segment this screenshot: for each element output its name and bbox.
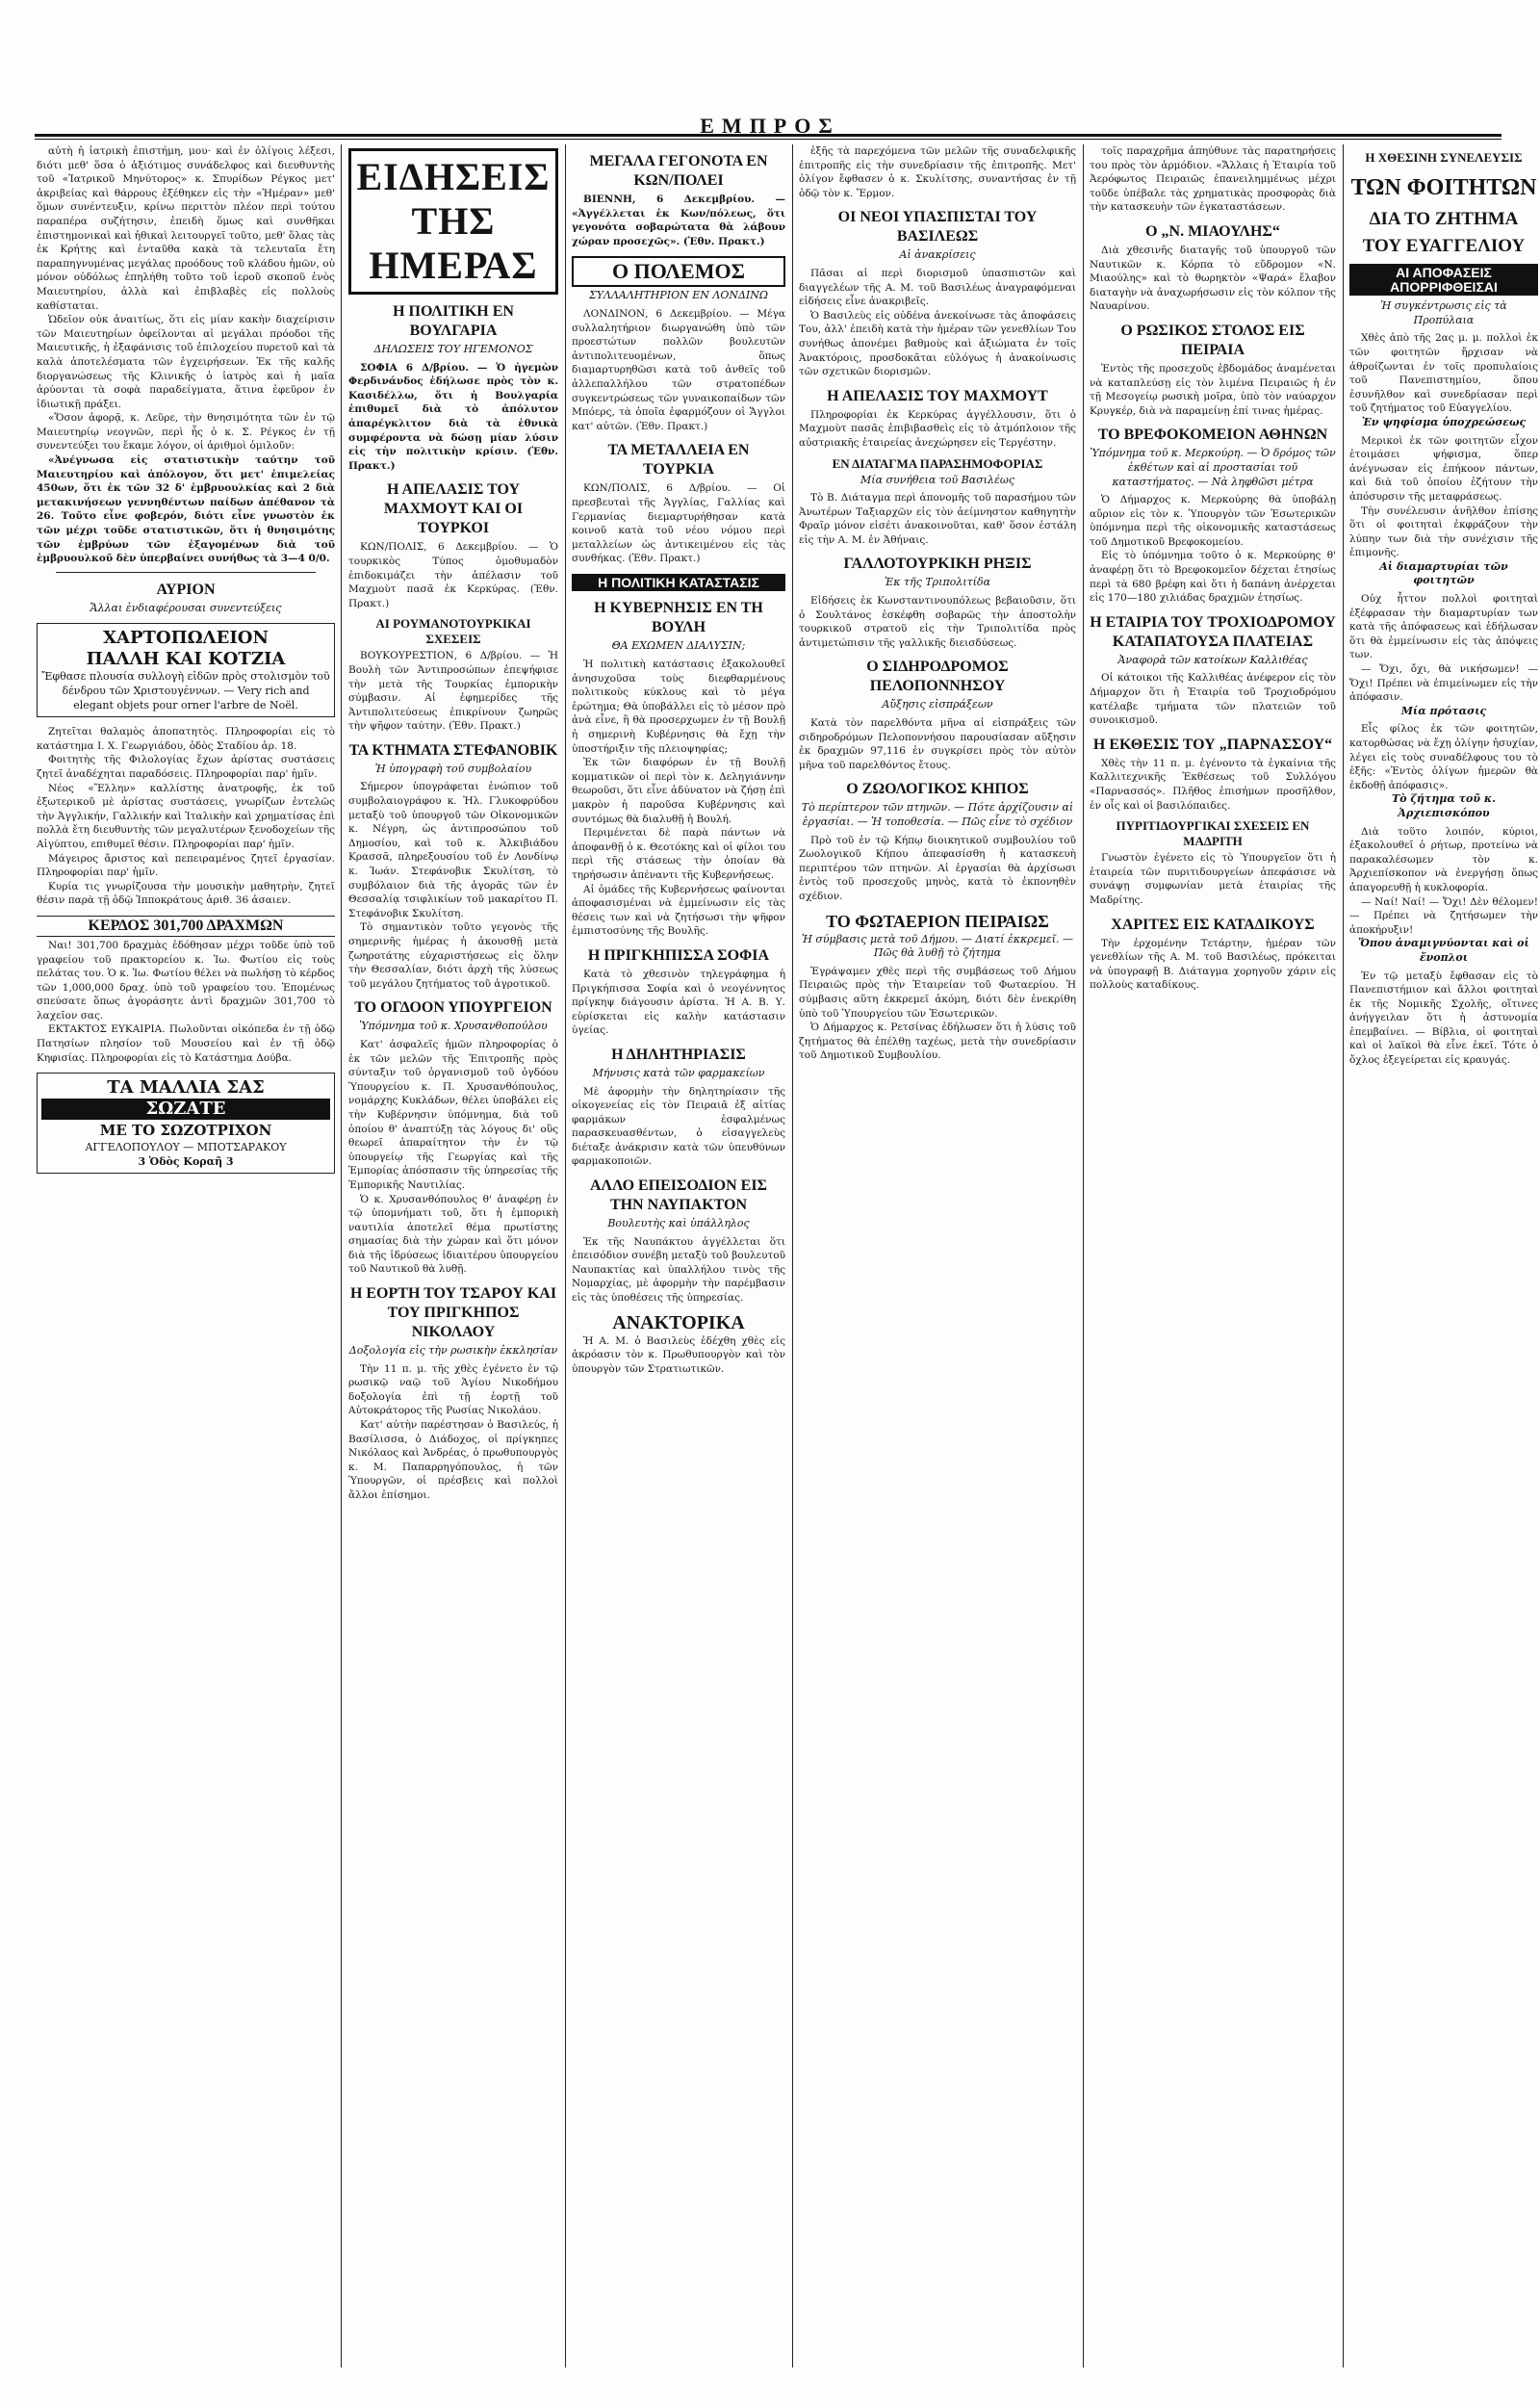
headline: ΤΑ ΜΕΤΑΛΛΕΙΑ ΕΝ ΤΟΥΡΚΙΑ <box>607 442 750 479</box>
article-text: Οἱ κάτοικοι τῆς Καλλιθέας ἀνέφερον εἰς τὸν Δήμαρχον ὅτι ἡ Ἑταιρία τοῦ Τροχιοδρόμου κατέλαβε τμήματα τῶν πλατειῶν τοῦ συνοικισμοῦ. <box>1090 672 1336 727</box>
article-text: Πληροφορίαι ἐκ Κερκύρας ἀγγέλλουσιν, ὅτι ὁ Μαχμοὺτ πασᾶς ἐπιβιβασθεὶς εἰς τὸ ἀτμόπλοιον τῆς αὐστριακῆς ἑταιρείας ἀνεχώρησεν εἰς Τεργέστην. <box>799 408 1076 449</box>
column-1 <box>37 144 335 2367</box>
masthead-title: ΕΜΠΡΟΣ <box>700 114 840 138</box>
subhead: Βουλευτὴς καὶ ὑπάλληλος <box>607 1217 750 1230</box>
article-text: Τὴν συνέλευσιν ἀνῆλθον ἐπίσης ὅτι οἱ φοιτηταὶ ἐκφράζουν τὴν λύπην των διὰ τὴν συνέχισιν τῆς ἐπιμονῆς. <box>1349 504 1538 559</box>
article-text: Πρὸ τοῦ ἐν τῷ Κήπῳ διοικητικοῦ συμβουλίου τοῦ Ζωολογικοῦ Κήπου ἀπεφασίσθη ἡ κατασκευὴ περιπτέρου τῶν πτηνῶν. Αἱ ἐργασίαι θὰ ἀρχίσωσι ἐντὸς τοῦ προσεχοῦς μηνὸς, κατὰ τὸ ἐκπονηθὲν σχέδιον. <box>799 834 1076 902</box>
advert-title: ΠΑΛΛΗ ΚΑΙ ΚΟΤΖΙΑ <box>86 649 286 670</box>
article-text: Κατ' αὐτὴν παρέστησαν ὁ Βασιλεύς, ἡ Βασίλισσα, ὁ Διάδοχος, οἱ πρίγκηπες Νικόλαος καὶ Ἀνδρέας, ὁ πρωθυπουργὸς κ. Μ. Παπαρρηγόπουλος, ἡ τῶν Ὑπουργῶν, οἱ πρέσβεις καὶ πολλοὶ ἄλλοι ἐπίσημοι. <box>348 1419 558 1501</box>
advert-title: ΣΩΖΑΤΕ <box>41 1099 330 1120</box>
subhead: ΘΑ ΕΧΩΜΕΝ ΔΙΑΛΥΣΙΝ; <box>611 639 746 653</box>
headline: ΜΕΓΑΛΑ ΓΕΓΟΝΟΤΑ ΕΝ ΚΩΝ/ΠΟΛΕΙ <box>589 153 768 189</box>
subhead: Τὸ περίπτερον τῶν πτηνῶν. — Πότε ἀρχίζουσιν αἱ ἐργασίαι. — Ἡ τοποθεσία. — Πῶς εἶνε τὸ σχέδιον <box>801 801 1074 828</box>
headline: Ο „Ν. ΜΙΑΟΥΛΗΣ“ <box>1145 222 1280 240</box>
classified: Ζητεῖται θαλαμὸς ἀποπατητὸς. Πληροφορίαι εἰς τὸ κατάστημα Ι. Χ. Γεωργιάδου, ὁδὸς Σταδίου ἀρ. 18. <box>37 726 335 752</box>
headline: Η ΧΘΕΣΙΝΗ ΣΥΝΕΛΕΥΣΙΣ <box>1365 150 1523 165</box>
article-text: Τὸ σημαντικὸν τοῦτο γεγονὸς τῆς σημερινῆς ἡμέρας ἡ ἀκουσθῇ μετὰ ζωηροτάτης εὐχαριστήσεως εἰς ὅλην τὴν Θεσσαλίαν, διότι ἀρχὴ τῆς λύσεως τοῦ μεγάλου ζητήματος τοῦ ἀγροτικοῦ. <box>348 921 558 990</box>
headline-polemos: Ο ΠΟΛΕΜΟΣ <box>572 256 785 287</box>
advert-title: ΤΑ ΜΑΛΛΙΑ ΣΑΣ <box>107 1077 265 1099</box>
article-text: Μερικοὶ ἐκ τῶν φοιτητῶν εἶχον ἐτοιμάσει ψήφισμα, ὅπερ ἀνέγνωσαν εἰς ἐπήκοον πάντων, καὶ διὰ τοῦ ὁποίου ἐζήτουν τὴν ἀπόσυρσιν τῆς μεταφράσεως. <box>1349 434 1538 503</box>
article-text: Κατὰ τὸ χθεσινὸν τηλεγράφημα ἡ Πριγκήπισσα Σοφία καὶ ὁ νεογέννητος πρίγκηψ διάγουσιν ἀρίστα. Ἡ Α. Β. Υ. εὑρίσκεται εἰς καλὴν κατάστασιν ὑγείας. <box>572 968 785 1037</box>
subhead: Μήνυσις κατὰ τῶν φαρμακείων <box>592 1066 765 1079</box>
subhead: Δοξολογία εἰς τὴν ρωσικὴν ἐκκλησίαν <box>348 1344 558 1358</box>
article-text: Σήμερον ὑπογράφεται ἐνώπιον τοῦ συμβολαιογράφου κ. Ἠλ. Γλυκοφρύδου μεταξὺ τοῦ ὑπουργοῦ τῶν Οἰκονομικῶν κ. Νέγρη, ὡς ἀντιπροσώπου τοῦ Δημοσίου, καὶ τοῦ κ. Ἀλκιβιάδου Κρασσᾶ, πληρεξουσίου τοῦ ἐν Λονδίνῳ κ. Ἰωάν. Στεφάνοβικ Σκυλίτση, τὸ συμβόλαιον διὰ τῆς ἀγορᾶς τῶν ἐν Θεσσαλίᾳ τσιφλικίων τοῦ μακαρίτου Π. Στεφάνοβικ Σκυλίτση. <box>348 781 558 919</box>
column-rule <box>565 144 566 2367</box>
article-text: ΒΟΥΚΟΥΡΕΣΤΙΟΝ, 6 Δ/βρίου. — Ἡ Βουλὴ τῶν Ἀντιπροσώπων ἐπεψήφισε τὴν μετὰ τῆς Τουρκίας ἐμπορικὴν σύμβασιν. Αἱ ἐφημερίδες τῆς Ἀντιπολιτεύσεως ἐπικρίνουν ζωηρῶς τὴν ψῆφον ταύτην. (Ἐθν. Πρακτ.) <box>348 650 558 733</box>
article-text: αὐτὴ ἡ ἰατρικὴ ἐπιστήμη, μου· καὶ ἐν ὀλίγοις λέξεσι, διότι μεθ' ὅσα ὁ ἀξιότιμος συνάδελφος καὶ διευθυντὴς τοῦ «Ἰατρικοῦ Μηνύτορος» κ. Σπυρίδων Ρέγκος μετ' ἀκριβείας καὶ θάρρους ἐξέθηκεν εἰς τὴν «Ἡμέραν» μεθ' ὅμων συνέντευξιν, κρίνω περιττὸν πλέον περὶ τούτου παραπέρα συζήτησιν, ἐπειδὴ ὅμως καὶ συνθῆκαι ἐπιστημονικαὶ καὶ ἠθικαὶ λειτουργεῖ τοῦτο, μεθ' ὅλας τὰς ἐκ Κρήτης καὶ ἐνταῦθα κακὰ τὰ τελευταῖα ἔτη παραπηγνυμένας μεγάλας προόδους τοῦ κλάδου ἡμῶν, οὐ μόνον οὐδόλως ἐπηλήθη τοῦτο τοῦ ἱεροῦ σκοποῦ ἑνὸς Μαιευτηρίου, ἀλλὰ καὶ ἐπιβλαβὲς εἰς πολλοὺς καθίσταται. <box>37 145 335 312</box>
subhead: Ἡ συγκέντρωσις εἰς τὰ Προπύλαια <box>1380 299 1507 326</box>
advert-text: 3 Ὁδὸς Κοραῆ 3 <box>138 1154 234 1168</box>
article-text: Εἰδήσεις ἐκ Κωνσταντινουπόλεως βεβαιοῦσιν, ὅτι ὁ Σουλτάνος ἐσκέφθη σοβαρῶς τὴν ἀποστολὴν τουρκικοῦ στρατοῦ εἰς τὴν Τριπολιτίδα πρὸς ἀντιμετώπισιν τῆς γαλλικῆς διεισδύσεως. <box>799 595 1076 649</box>
subhead: Τὸ ζήτημα τοῦ κ. Ἀρχιεπισκόπου <box>1392 792 1496 819</box>
headline: ΓΑΛΛΟΤΟΥΡΚΙΚΗ ΡΗΞΙΣ <box>843 556 1032 573</box>
article-text: Ἐκ τῶν διαφόρων ἐν τῇ Βουλῇ κομματικῶν οἱ περὶ τὸν κ. Δεληγιάννην θεωροῦσι, ὅτι εἶνε ἀδύνατον νὰ ζήσῃ ἐπὶ μακρὸν ἡ παροῦσα Κυβέρνησις καὶ συντόμως θὰ διαλυθῇ ἡ Βουλή. <box>572 757 785 825</box>
classified: Φοιτητὴς τῆς Φιλολογίας ἔχων ἀρίστας συστάσεις ζητεῖ ἀναδέχηται παραδόσεις. Πληροφορίαι παρ' ἡμῖν. <box>37 754 335 780</box>
headline: Ο ΖΩΟΛΟΓΙΚΟΣ ΚΗΠΟΣ <box>846 781 1029 798</box>
headline: Η ΠΡΙΓΚΗΠΙΣΣΑ ΣΟΦΙΑ <box>587 946 770 964</box>
headline: ΑΛΛΟ ΕΠΕΙΣΟΔΙΟΝ ΕΙΣ ΤΗΝ ΝΑΥΠΑΚΤΟΝ <box>590 1177 767 1214</box>
article-text: — Ναί! Ναί! — Ὄχι! Δὲν θέλομεν! — Πρέπει νὰ ζητήσωμεν τὴν ἀποκήρυξιν! <box>1349 895 1538 936</box>
column-rule <box>341 144 342 2367</box>
subhead: Ἐν ψηφίσμα ὑποχρεώσεως <box>1361 415 1527 428</box>
headline: ΟΙ ΝΕΟΙ ΥΠΑΣΠΙΣΤΑΙ ΤΟΥ ΒΑΣΙΛΕΩΣ <box>837 209 1038 246</box>
article-text: Κατ' ἀσφαλεῖς ἡμῶν πληροφορίας ὁ ἐκ τῶν μελῶν τῆς Ἐπιτροπῆς πρὸς σύνταξιν τοῦ ὀργανισμοῦ τοῦ ὀγδόου Ὑπουργείου κ. Π. Χρυσανθόπουλος, νομάρχης Κυκλάδων, θέλει ὑποβάλει εἰς τὴν Κυβέρνησιν ὑπόμνημα, διὰ τοῦ ὁποίου θ' ἀναπτύξῃ τὰς λόγους δι' οὓς θεωρεῖ ἀπαραίτητον τὴν ἐν τῷ ὑπουργείῳ τῆς Γεωργίας καὶ τῆς Ἐμπορίας ἀπόσπασιν τῆς ὑπηρεσίας τῆς Ἐμπορικῆς Ναυτιλίας. <box>348 1038 558 1191</box>
column-6 <box>1349 144 1538 2367</box>
article-text: ΒΙΕΝΝΗ, 6 Δεκεμβρίου. — «Ἀγγέλλεται ἐκ Κων/πόλεως, ὅτι γεγονότα σοβαρώτατα θὰ λάβουν χώραν προσεχῶς». (Ἐθν. Πρακτ.) <box>572 194 785 247</box>
subhead: Αἱ διαμαρτυρίαι τῶν φοιτητῶν <box>1379 559 1508 587</box>
classified: Κυρία τις γνωρίζουσα τὴν μουσικὴν μαθητρὴν, ζητεῖ θέσιν παρὰ τῇ ὁδῷ Ἱπποκράτους ἀριθ. 36 ἀσαιεν. <box>37 880 335 907</box>
article-text: Αἱ ὁμάδες τῆς Κυβερνήσεως φαίνονται ἀποφασισμέναι νὰ ἐμμείνωσιν εἰς τὰς θέσεις των καὶ νὰ ζητήσωσι τὴν ψῆφον ἐμπιστοσύνης τῆς Βουλῆς. <box>572 883 785 938</box>
masthead-rule-thin <box>35 139 1502 140</box>
column-5 <box>1090 144 1336 2367</box>
headline: ΤΑ ΚΤΗΜΑΤΑ ΣΤΕΦΑΝΟΒΙΚ <box>348 741 558 759</box>
article-text-bold: «Ἀνέγνωσα εἰς στατιστικὴν ταύτην τοῦ Μαιευτηρίου καὶ ἀπόλογον, ὅτι μετ' ἐπιμελείας 450ων, ὅτι ἐκ τῶν 32 δ' ἐμβρυουλκίας καὶ 2 διὰ μετακινήσεων γεννηθέντων παίδων ἀπέθανον τὰ 26. Τοῦτο εἶνε φοβερόν, διότι εἶνε γνωστὸν ἐκ τῶν μέχρι τοῦδε στατιστικῶν, ὅτι ἡ θνησιμότης τῶν ἐμβρύων τῶν ἐξαγομένων διὰ τοῦ ἐμβρυουλκοῦ δὲν ὑπερβαίνει συνήθως τὰ 3—4 0/0. <box>37 454 335 565</box>
column-2 <box>348 144 558 2367</box>
column-rule <box>1083 144 1084 2367</box>
classified: Νέος «Ἕλλην» καλλίστης ἀνατροφῆς, ἐκ τοῦ ἐξωτερικοῦ μὲ ἀρίστας συστάσεις, γνωρίζων ἐντελῶς τὴν Ἀγγλικήν, Γαλλικήν καὶ Ἰταλικὴν καὶ χρηματίσας ἐπὶ πολλὰ ἔτη διευθυντὴς τῶν μεγαλυτέρων ξενοδοχείων τῆς Αἰγύπτου, επιθυμεῖ θέσιν. Πληροφορίαι παρ' ἡμῖν. <box>37 782 335 850</box>
advert-title: ΜΕ ΤΟ ΣΩΖΟΤΡΙΧΟΝ <box>99 1122 272 1140</box>
article-text: Πᾶσαι αἱ περὶ διορισμοῦ ὑπασπιστῶν καὶ διαγγελέων τῆς Α. Μ. τοῦ Βασιλέως ἀναγραφόμεναι εἰδήσεις εἶνε ἀνακριβεῖς. <box>799 267 1076 308</box>
headline: Η ΕΟΡΤΗ ΤΟΥ ΤΣΑΡΟΥ ΚΑΙ ΤΟΥ ΠΡΙΓΚΗΠΟΣ ΝΙΚΟΛΑΟΥ <box>349 1285 557 1341</box>
subhead: Μία συνήθεια τοῦ Βασιλέως <box>860 473 1014 486</box>
article-text: Χθὲς ἀπὸ τῆς 2ας μ. μ. πολλοὶ ἐκ τῶν φοιτητῶν ἤρχισαν νὰ ἀθροίζωνται ἐν τοῖς προπυλαίοις τοῦ Πανεπιστημίου, ὅπου ἐσυνῆλθον καὶ συνεδρίασαν περὶ τοῦ ζητήματος τοῦ Εὐαγγελίου. <box>1349 332 1538 415</box>
article-text: Ὡδεῖον οὐκ ἀναιτίως, ὅτι εἰς μίαν κακὴν διαχείρισιν τῶν Μαιευτηρίων ὀφείλονται αἱ μεγάλαι πρόοδοι τῆς Μαιευτικῆς, ἡ ἐξαφάνισις τοῦ ἐπιλοχείου πυρετοῦ καὶ τὰ καλὰ ἀποτελέσματα τῶν ἐγχειρήσεων. Ἐκ τῆς καλῆς διοργανώσεως τῆς Κλινικῆς ὁ ἰατρὸς καὶ ἡ μαῖα ἀρύονται τὰ σοφὰ παραδείγματα, ἅτινα ἐφεῦρον ἐν ἰδιωτικῇ πράξει. <box>37 314 335 410</box>
section-bar: ΑΙ ΑΠΟΦΑΣΕΙΣ ΑΠΟΡΡΙΦΘΕΙΣΑΙ <box>1349 264 1538 296</box>
headline-large: ΤΩΝ ΦΟΙΤΗΤΩΝ <box>1350 175 1537 200</box>
advert-text: ΑΓΓΕΛΟΠΟΥΛΟΥ — ΜΠΟΤΣΑΡΑΚΟΥ <box>85 1141 287 1154</box>
headline: ΑΙ ΡΟΥΜΑΝΟΤΟΥΡΚΙΚΑΙ ΣΧΕΣΕΙΣ <box>375 616 531 647</box>
subhead: Ἡ σύμβασις μετὰ τοῦ Δήμου. — Διατί ἐκκρεμεῖ. — Πῶς θὰ λυθῇ τὸ ζήτημα <box>801 932 1074 960</box>
article-text: τοῖς παραχρῆμα ἀπηύθυνε τὰς παρατηρήσεις του πρὸς τὸν ἁρμόδιον. «Ἄλλαις ἡ Ἑταιρία τοῦ Ἀερόφωτος Πειραιῶς ἐπανειλημμένως μέχρι τοῦδε ὑπέβαλε τὰς χρηματικὰς προσφορὰς διὰ τὴν κατασκευὴν τῶν ἐγκαταστάσεων. <box>1090 145 1336 214</box>
classified: Ναι! 301,700 δραχμὰς ἐδόθησαν μέχρι τοῦδε ὑπὸ τοῦ γραφείου τοῦ πρακτορείου κ. Ἰω. Φωτίου εἰς τοὺς πελάτας του. Ὁ κ. Ἰω. Φωτίου θέλει νὰ πωλήσῃ τὸ κέρδος τῶν 1,000,000 δραχ. ὑπὸ τοῦ γραφείου του. Ἑπομένως σπεύσατε ὅπως ἀγοράσητε ἀντὶ δραχμῶν 301,700 τὸ λαχεῖον σας. <box>37 939 335 1022</box>
article-text: ΛΟΝΔΙΝΟΝ, 6 Δεκεμβρίου. — Μέγα συλλαλητήριον διωργανώθη ὑπὸ τῶν προεστώτων πολλῶν βουλευτῶν ἀντιπολιτευομένων, ὅπως διαμαρτυρηθῶσι κατὰ τοῦ ἀνθεῖς τοῦ ἀλλεπαλλήλου τῶν στρατοπέδων συγκεντρώσεως τῶν γυναικοπαίδων τῶν Μπόερς, τὰ ὁποῖα ἐφαρμόζουν οἱ Ἄγγλοι κατ' αὐτῶν. (Ἐθν. Πρακτ.) <box>572 307 785 432</box>
headline: Η ΕΤΑΙΡΙΑ ΤΟΥ ΤΡΟΧΙΟΔΡΟΜΟΥ ΚΑΤΑΠΑΤΟΥΣΑ ΠΛΑΤΕΙΑΣ <box>1090 613 1336 650</box>
advert-chartopoleion <box>37 623 335 717</box>
article-text: Κατὰ τὸν παρελθόντα μῆνα αἱ εἰσπράξεις τῶν σιδηροδρόμων Πελοποννήσου παρουσίασαν αὔξησιν ἐκ δραχμῶν 97,116 ἐν συγκρίσει πρὸς τὸν αὐτὸν μῆνα τοῦ παρελθόντος ἔτους. <box>799 717 1076 771</box>
headline-large: ΤΟΥ ΕΥΑΓΓΕΛΙΟΥ <box>1362 236 1526 256</box>
headline: Η ΕΚΘΕΣΙΣ ΤΟΥ „ΠΑΡΝΑΣΣΟΥ“ <box>1092 736 1333 753</box>
article-text: Ἐγράψαμεν χθὲς περὶ τῆς συμβάσεως τοῦ Δήμου Πειραιῶς πρὸς τὴν Ἑταιρείαν τοῦ Φωταερίου. Ἡ σύμβασις αὕτη ἐκκρεμεῖ ἀκόμη, διότι δὲν ἐνεκρίθη ὑπὸ τοῦ Ὑπουργείου τῶν Ἐσωτερικῶν. <box>799 965 1076 1020</box>
subhead: Ὅπου ἀναμιγνύονται καὶ οἱ ἔνοπλοι <box>1358 937 1529 964</box>
subhead: Ὑπόμνημα τοῦ κ. Μερκούρη. — Ὁ δρόμος τῶν ἐκθέτων καὶ αἱ προστασίαι τοῦ καταστήματος. — Νὰ ληφθῶσι μέτρα <box>1090 447 1336 488</box>
headline: ΤΟ ΦΩΤΑΕΡΙΟΝ ΠΕΙΡΑΙΩΣ <box>826 911 1049 931</box>
headline: ΧΑΡΙΤΕΣ ΕΙΣ ΚΑΤΑΔΙΚΟΥΣ <box>1111 916 1315 933</box>
article-text: Εἰς τὸ ὑπόμνημα τοῦτο ὁ κ. Μερκούρης θ' ἀναφέρῃ ὅτι τὸ Βρεφοκομεῖον δέχεται ἐτησίως περὶ τὰ 680 βρέφη καὶ ὅτι ἡ δαπάνη ἀνέρχεται εἰς 170—180 χιλιάδας δραχμῶν ἐτησίως. <box>1090 550 1336 605</box>
article-text: ἑξῆς τὰ παρεχόμενα τῶν μελῶν τῆς συναδελφικῆς ἐπιτροπῆς εἰς τὴν συνεδρίασιν τῆς ἐπιτροπῆς. Μετ' ὀλίγον ἔφθασεν ὁ κ. Σκυλίτσης, συναντήσας ἐν τῇ ὁδῷ τὸν κ. Ἔρμον. <box>799 145 1076 199</box>
column-rule <box>792 144 793 2367</box>
article-text: Ὁ Δήμαρχος κ. Ρετσίνας ἐδήλωσεν ὅτι ἡ λύσις τοῦ ζητήματος θὰ ἐπέλθῃ ταχέως, μετὰ τὴν συνεδρίασιν τοῦ Δημοτικοῦ Συμβουλίου. <box>799 1022 1076 1062</box>
subhead: Αἱ ἀνακρίσεις <box>899 248 976 262</box>
article-text: — Ὄχι, ὄχι, θὰ νικήσωμεν! — Ὄχι! Πρέπει νὰ ἐπιμείνωμεν εἰς τὴν ἀπόφασιν. <box>1349 663 1538 704</box>
section-bar: Η ΠΟΛΙΤΙΚΗ ΚΑΤΑΣΤΑΣΙΣ <box>572 574 785 592</box>
subhead: Ὑπόμνημα τοῦ κ. Χρυσανθοπούλου <box>359 1020 548 1033</box>
article-text: Εἷς φίλος ἐκ τῶν φοιτητῶν, κατορθώσας νὰ ἔχῃ ὀλίγην ἡσυχίαν, λέγει εἰς τοὺς συναδέλφους του τὸ ἑξῆς: «Ἐντὸς ὀλίγων ἡμερῶν θὰ ἐκδοθῇ ἀπόφασις». <box>1349 723 1538 791</box>
subhead: Ἄλλαι ἐνδιαφέρουσαι συνεντεύξεις <box>90 601 282 614</box>
separator <box>56 572 316 573</box>
masthead-rule <box>35 134 1502 137</box>
headline: Ο ΣΙΔΗΡΟΔΡΟΜΟΣ ΠΕΛΟΠΟΝΝΗΣΟΥ <box>866 659 1009 695</box>
article-text: Περιμένεται δὲ παρὰ πάντων νὰ ἀποφανθῇ ὁ κ. Θεοτόκης καὶ οἱ φίλοι του περὶ τῆς στάσεως τὴν ὁποίαν θὰ τηρήσωσιν ἀπέναντι τῆς Κυβερνήσεως. <box>572 827 785 881</box>
article-text: Γνωστὸν ἐγένετο εἰς τὸ Ὑπουργεῖον ὅτι ἡ ἑταιρεία τῶν πυριτιδουργείων ἀπεφάσισε νὰ συνάψῃ συμφωνίαν μετὰ ἑταιρίας τῆς Μαδρίτης. <box>1090 852 1336 906</box>
article-text: Ἐν τῷ μεταξὺ ἔφθασαν εἰς τὸ Πανεπιστήμιον καὶ ἄλλοι φοιτηταὶ ἐκ τῆς Νομικῆς Σχολῆς, οἵτινες ἀνήγγειλαν ὅτι ἡ ἀστυνομία ἐπεμβαίνει. — Βίβλια, οἱ φοιτηταὶ καὶ οἱ λαϊκοὶ θὰ εἶνε ἐκεῖ. Τότε ὁ ὄχλος ἐξεγείρεται εἰς κραυγάς. <box>1349 970 1538 1067</box>
column-4 <box>799 144 1076 2367</box>
section-banner: ΕΙΔΗΣΕΙΣ ΤΗΣ ΗΜΕΡΑΣ <box>348 148 558 295</box>
article-text: «Ὅσον ἀφορᾷ, κ. Λεῦρε, τὴν θνησιμότητα τῶν ἐν τῷ Μαιευτηρίῳ νεογνῶν, περὶ ἧς ὁ κ. Σ. Ρέγκος ἐν τῇ συνεντεύξει του ἔκαμε λόγον, οἱ ἀριθμοὶ ὁμιλοῦν: <box>37 412 335 453</box>
headline-large: ΔΙΑ ΤΟ ΖΗΤΗΜΑ <box>1369 209 1519 229</box>
headline: ΤΟ ΒΡΕΦΟΚΟΜΕΙΟΝ ΑΘΗΝΩΝ <box>1097 427 1328 444</box>
headline: ΕΝ ΔΙΑΤΑΓΜΑ ΠΑΡΑΣΗΜΟΦΟΡΙΑΣ <box>832 455 1043 471</box>
subhead: Ἀναφορὰ τῶν κατοίκων Καλλιθέας <box>1117 653 1308 666</box>
subhead: Ἡ ὑπογραφὴ τοῦ συμβολαίου <box>374 762 532 775</box>
headline: ΤΟ ΟΓΔΟΟΝ ΥΠΟΥΡΓΕΙΟΝ <box>354 999 552 1017</box>
headline: ΑΝΑΚΤΟΡΙΚΑ <box>612 1311 745 1333</box>
classified: Μάγειρος ἄριστος καὶ πεπειραμένος ζητεῖ ἐργασίαν. Πληροφορίαι παρ' ἡμῖν. <box>37 852 335 879</box>
advert-text: Ἔφθασε πλουσία συλλογὴ εἰδῶν πρὸς στολισμὸν τοῦ δένδρου τῶν Χριστουγέννων. — Very rich and elegant objets pour orner l'arbre de Noël. <box>41 670 330 711</box>
article-text: Τὴν 11 π. μ. τῆς χθὲς ἐγένετο ἐν τῷ ρωσικῷ ναῷ τοῦ Ἁγίου Νικοδήμου δοξολογία ἐπὶ τῇ ἑορτῇ τοῦ Αὐτοκράτορος τῆς Ρωσίας Νικολάου. <box>348 1362 558 1417</box>
article-text: Τὸ Β. Διάταγμα περὶ ἀπονομῆς τοῦ παρασήμου τῶν Ἀνωτέρων Ταξιαρχῶν εἰς τὸν ἀείμνηστον καθηγητὴν Φραῖρ μόνον εἰσέτι ἀνακοινοῦται, καθ' ὅσον ἐστάλη εἰς τὴν Α. Μ. ἐν Ἀθήναις. <box>799 492 1076 546</box>
headline-aurion: ΑΥΡΙΟΝ <box>156 581 216 598</box>
headline: Η ΑΠΕΛΑΣΙΣ ΤΟΥ ΜΑΧΜΟΥΤ ΚΑΙ ΟΙ ΤΟΥΡΚΟΙ <box>383 481 524 537</box>
advert-title: ΧΑΡΤΟΠΩΛΕΙΟΝ <box>103 628 269 649</box>
subhead: ΔΗΛΩΣΕΙΣ ΤΟΥ ΗΓΕΜΟΝΟΣ <box>373 343 533 355</box>
article-text: ΚΩΝ/ΠΟΛΙΣ, 6 Δ/βρίου. — Οἱ πρεσβευταὶ τῆς Ἀγγλίας, Γαλλίας καὶ Γερμανίας διεμαρτυρήθησαν κατὰ κοινοῦ κατὰ τοῦ νέου νόμου περὶ μεταλλείων ὡς ἀντικειμένου εἰς τὰς συνθήκας. (Ἐθν. Πρακτ.) <box>572 482 785 565</box>
article-text: Ὁ Βασιλεὺς εἰς οὐδένα ἀνεκοίνωσε τὰς ἀποφάσεις Του, ἀλλ' ἐπειδὴ κατὰ τὴν ἡμέραν τῶν γενεθλίων Του συνήθως ἀπονέμει βαθμοὺς καὶ ἀξιώματα ἐν τοῖς Ἀνακτόροις, προσδοκᾶται εὐλόγως ἡ ἀνακοίνωσις τῶν σχετικῶν διορισμῶν. <box>799 309 1076 378</box>
article-text: Ἡ πολιτικὴ κατάστασις ἐξακολουθεῖ ἀνησυχοῦσα τοὺς διεφθαρμένους πολιτικοὺς κύκλους καὶ τὸ μέγα ἐρώτημα; Θὰ ὑποβάλλει εἰς τὸ μέσον πρὸ ἀνὰ εἶνε, ἢ θὰ προσερχωμεν ἐν τῇ Βουλῇ ἡ σημερινὴ Κυβέρνησις θὰ ἔχῃ τὴν ὑποστήριξιν τῆς πλειοψηφίας; <box>572 659 785 755</box>
article-text: Ὁ κ. Χρυσανθόπουλος θ' ἀναφέρῃ ἐν τῷ ὑπομνήματι τοῦ, ὅτι ἡ ἐμπορικὴ ναυτιλία ἀποτελεῖ θέμα πρωτίστης σημασίας διὰ τὴν χώραν καὶ ὅτι μόνον διὰ τῆς ἱδρύσεως ἰδιαιτέρου ὑπουργείου τοῦ Ναυτικοῦ θὰ λυθῇ. <box>348 1193 558 1276</box>
article-text: Ἐντὸς τῆς προσεχοῦς ἑβδομάδος ἀναμένεται νὰ καταπλεύσῃ εἰς τὸν λιμένα Πειραιῶς ἡ ἐν τῇ Μεσογείῳ ρωσικὴ μοῖρα, ὑπὸ τὸν ναύαρχον Κρυγκέρ, διὰ νὰ παραμείνῃ ἐπί τινας ἡμέρας. <box>1090 362 1336 417</box>
article-text: ΚΩΝ/ΠΟΛΙΣ, 6 Δεκεμβρίου. — Ὁ τουρκικὸς Τύπος ὁμοθυμαδὸν ἐπιδοκιμάζει τὴν ἀπέλασιν τοῦ Μαχμοὺτ πασᾶ ἐκ Κερκύρας. (Ἐθν. Πρακτ.) <box>348 541 558 609</box>
subhead: Μία πρότασις <box>1400 704 1487 717</box>
headline: Ο ΡΩΣΙΚΟΣ ΣΤΟΛΟΣ ΕΙΣ ΠΕΙΡΑΙΑ <box>1120 322 1305 358</box>
advert-sozotrichon <box>37 1073 335 1174</box>
column-3 <box>572 144 785 2367</box>
article-text: Ἐκ τῆς Ναυπάκτου ἀγγέλλεται ὅτι ἐπεισόδιον συνέβη μεταξὺ τοῦ βουλευτοῦ Ναυπακτίας καὶ ὑπαλλήλου τινὸς τῆς Νομαρχίας, μὲ ἀφορμὴν τὴν παρέμβασιν εἰς τὰς ὑποθέσεις τῆς ὑπηρεσίας. <box>572 1235 785 1305</box>
article-text: Ὁ Δήμαρχος κ. Μερκούρης θὰ ὑποβάλῃ αὔριον εἰς τὸν κ. Ὑπουργὸν τῶν Ἐσωτερικῶν ὑπόμνημα περὶ τῆς οἰκονομικῆς καταστάσεως τοῦ Δημοτικοῦ Βρεφοκομείου. <box>1090 494 1336 548</box>
column-rule <box>1343 144 1344 2367</box>
article-text: Διὰ χθεσινῆς διαταγῆς τοῦ ὑπουργοῦ τῶν Ναυτικῶν κ. Κόρπα τὸ εὔδρομον «Ν. Μιαούλης» καὶ τὸ θωρηκτὸν «Ψαρά» ἔλαβον διαταγὴν νὰ ἀναχωρήσωσιν εἰς τὸν κόλπον τῆς Ναυαρίνου. <box>1090 244 1336 313</box>
article-text: ΣΟΦΙΑ 6 Δ/βρίου. — Ὁ ἡγεμὼν Φερδινάνδος ἐδήλωσε πρὸς τὸν κ. Κασιδέλλω, ὅτι ἡ Βουλγαρία ἐπιθυμεῖ διὰ τὸ ἀπόλυτον ἀπαρέγκλιτον διὰ τὰ ἐθνικὰ συμφέροντα νὰ δώσῃ μίαν λύσιν εἰς τὴν πολιτικὴν κρίσιν. (Ἐθν. Πρακτ.) <box>348 361 558 472</box>
subhead: Αὔξησις εἰσπράξεων <box>882 698 993 711</box>
headline-kerdos: ΚΕΡΔΟΣ 301,700 ΔΡΑΧΜΩΝ <box>37 916 335 937</box>
article-text: Μὲ ἀφορμὴν τὴν δηλητηρίασιν τῆς οἰκογενείας εἰς τὸν Πειραιᾶ ἐξ αἰτίας φαρμάκων ἐσφαλμένως παρασκευασθέντων, ὁ εἰσαγγελεὺς διέταξε ἀνάκρισιν κατὰ τῶν ὑπευθύνων φαρμακοποιῶν. <box>572 1085 785 1168</box>
article-text: Ἡ Α. Μ. ὁ Βασιλεὺς ἐδέχθη χθὲς εἰς ἀκρόασιν τὸν κ. Πρωθυπουργὸν καὶ τὸν ὑπουργὸν τῶν Στρατιωτικῶν. <box>572 1334 785 1375</box>
article-text: Οὐχ ἧττον πολλοὶ φοιτηταὶ ἐξέφρασαν τὴν διαμαρτυρίαν των κατὰ τῆς ἀπόφασεως καὶ ἐδήλωσαν ὅτι θὰ ἐμμείνωσιν εἰς τὰς ἀπόψεις των. <box>1349 593 1538 661</box>
headline: Η ΚΥΒΕΡΝΗΣΙΣ ΕΝ ΤΗ ΒΟΥΛΗ <box>594 600 763 636</box>
subhead: Ἐκ τῆς Τριπολιτίδα <box>884 576 991 589</box>
article-text: Χθὲς τὴν 11 π. μ. ἐγένοντο τὰ ἐγκαίνια τῆς Καλλιτεχνικῆς Ἐκθέσεως τοῦ Συλλόγου «Παρνασσός». Πλῆθος ἐπισήμων προσῆλθον, ἐν οἷς καὶ οἱ βασιλόπαιδες. <box>1090 757 1336 812</box>
headline: Η ΑΠΕΛΑΣΙΣ ΤΟΥ ΜΑΧΜΟΥΤ <box>827 387 1048 404</box>
classified: ΕΚΤΑΚΤΟΣ ΕΥΚΑΙΡΙΑ. Πωλοῦνται οἰκόπεδα ἐν τῇ ὁδῷ Πατησίων πλησίον τοῦ Μουσείου καὶ ἐν τῇ ὁδῷ Κηφισίας. Πληροφορίαι εἰς τὸ Κατάστημα Δούβα. <box>37 1023 335 1064</box>
headline: ΠΥΡΙΤΙΔΟΥΡΓΙΚΑΙ ΣΧΕΣΕΙΣ ΕΝ ΜΑΔΡΙΤΗ <box>1116 818 1310 849</box>
headline: Η ΠΟΛΙΤΙΚΗ ΕΝ ΒΟΥΛΓΑΡΙΑ <box>393 303 514 339</box>
subhead: ΣΥΛΛΑΛΗΤΗΡΙΟΝ ΕΝ ΛΟΝΔΙΝΩ <box>589 289 768 302</box>
headline: Η ΔΗΛΗΤΗΡΙΑΣΙΣ <box>611 1046 746 1063</box>
article-text: Τὴν ἐρχομένην Τετάρτην, ἡμέραν τῶν γενεθλίων τῆς Α. Μ. τοῦ Βασιλέως, πρόκειται νὰ ὑπογραφῇ Β. Διάταγμα χορηγοῦν χάριν εἰς πολλοὺς καταδίκους. <box>1090 937 1336 992</box>
article-text: Διὰ τοῦτο λοιπόν, κύριοι, ἐξακολουθεῖ ὁ ρήτωρ, προτείνω νὰ παρακαλέσωμεν τὸν κ. Ἀρχιεπίσκοπον νὰ ἐνεργήσῃ ὅπως ἀπαγορευθῇ ἡ κυκλοφορία. <box>1349 825 1538 893</box>
